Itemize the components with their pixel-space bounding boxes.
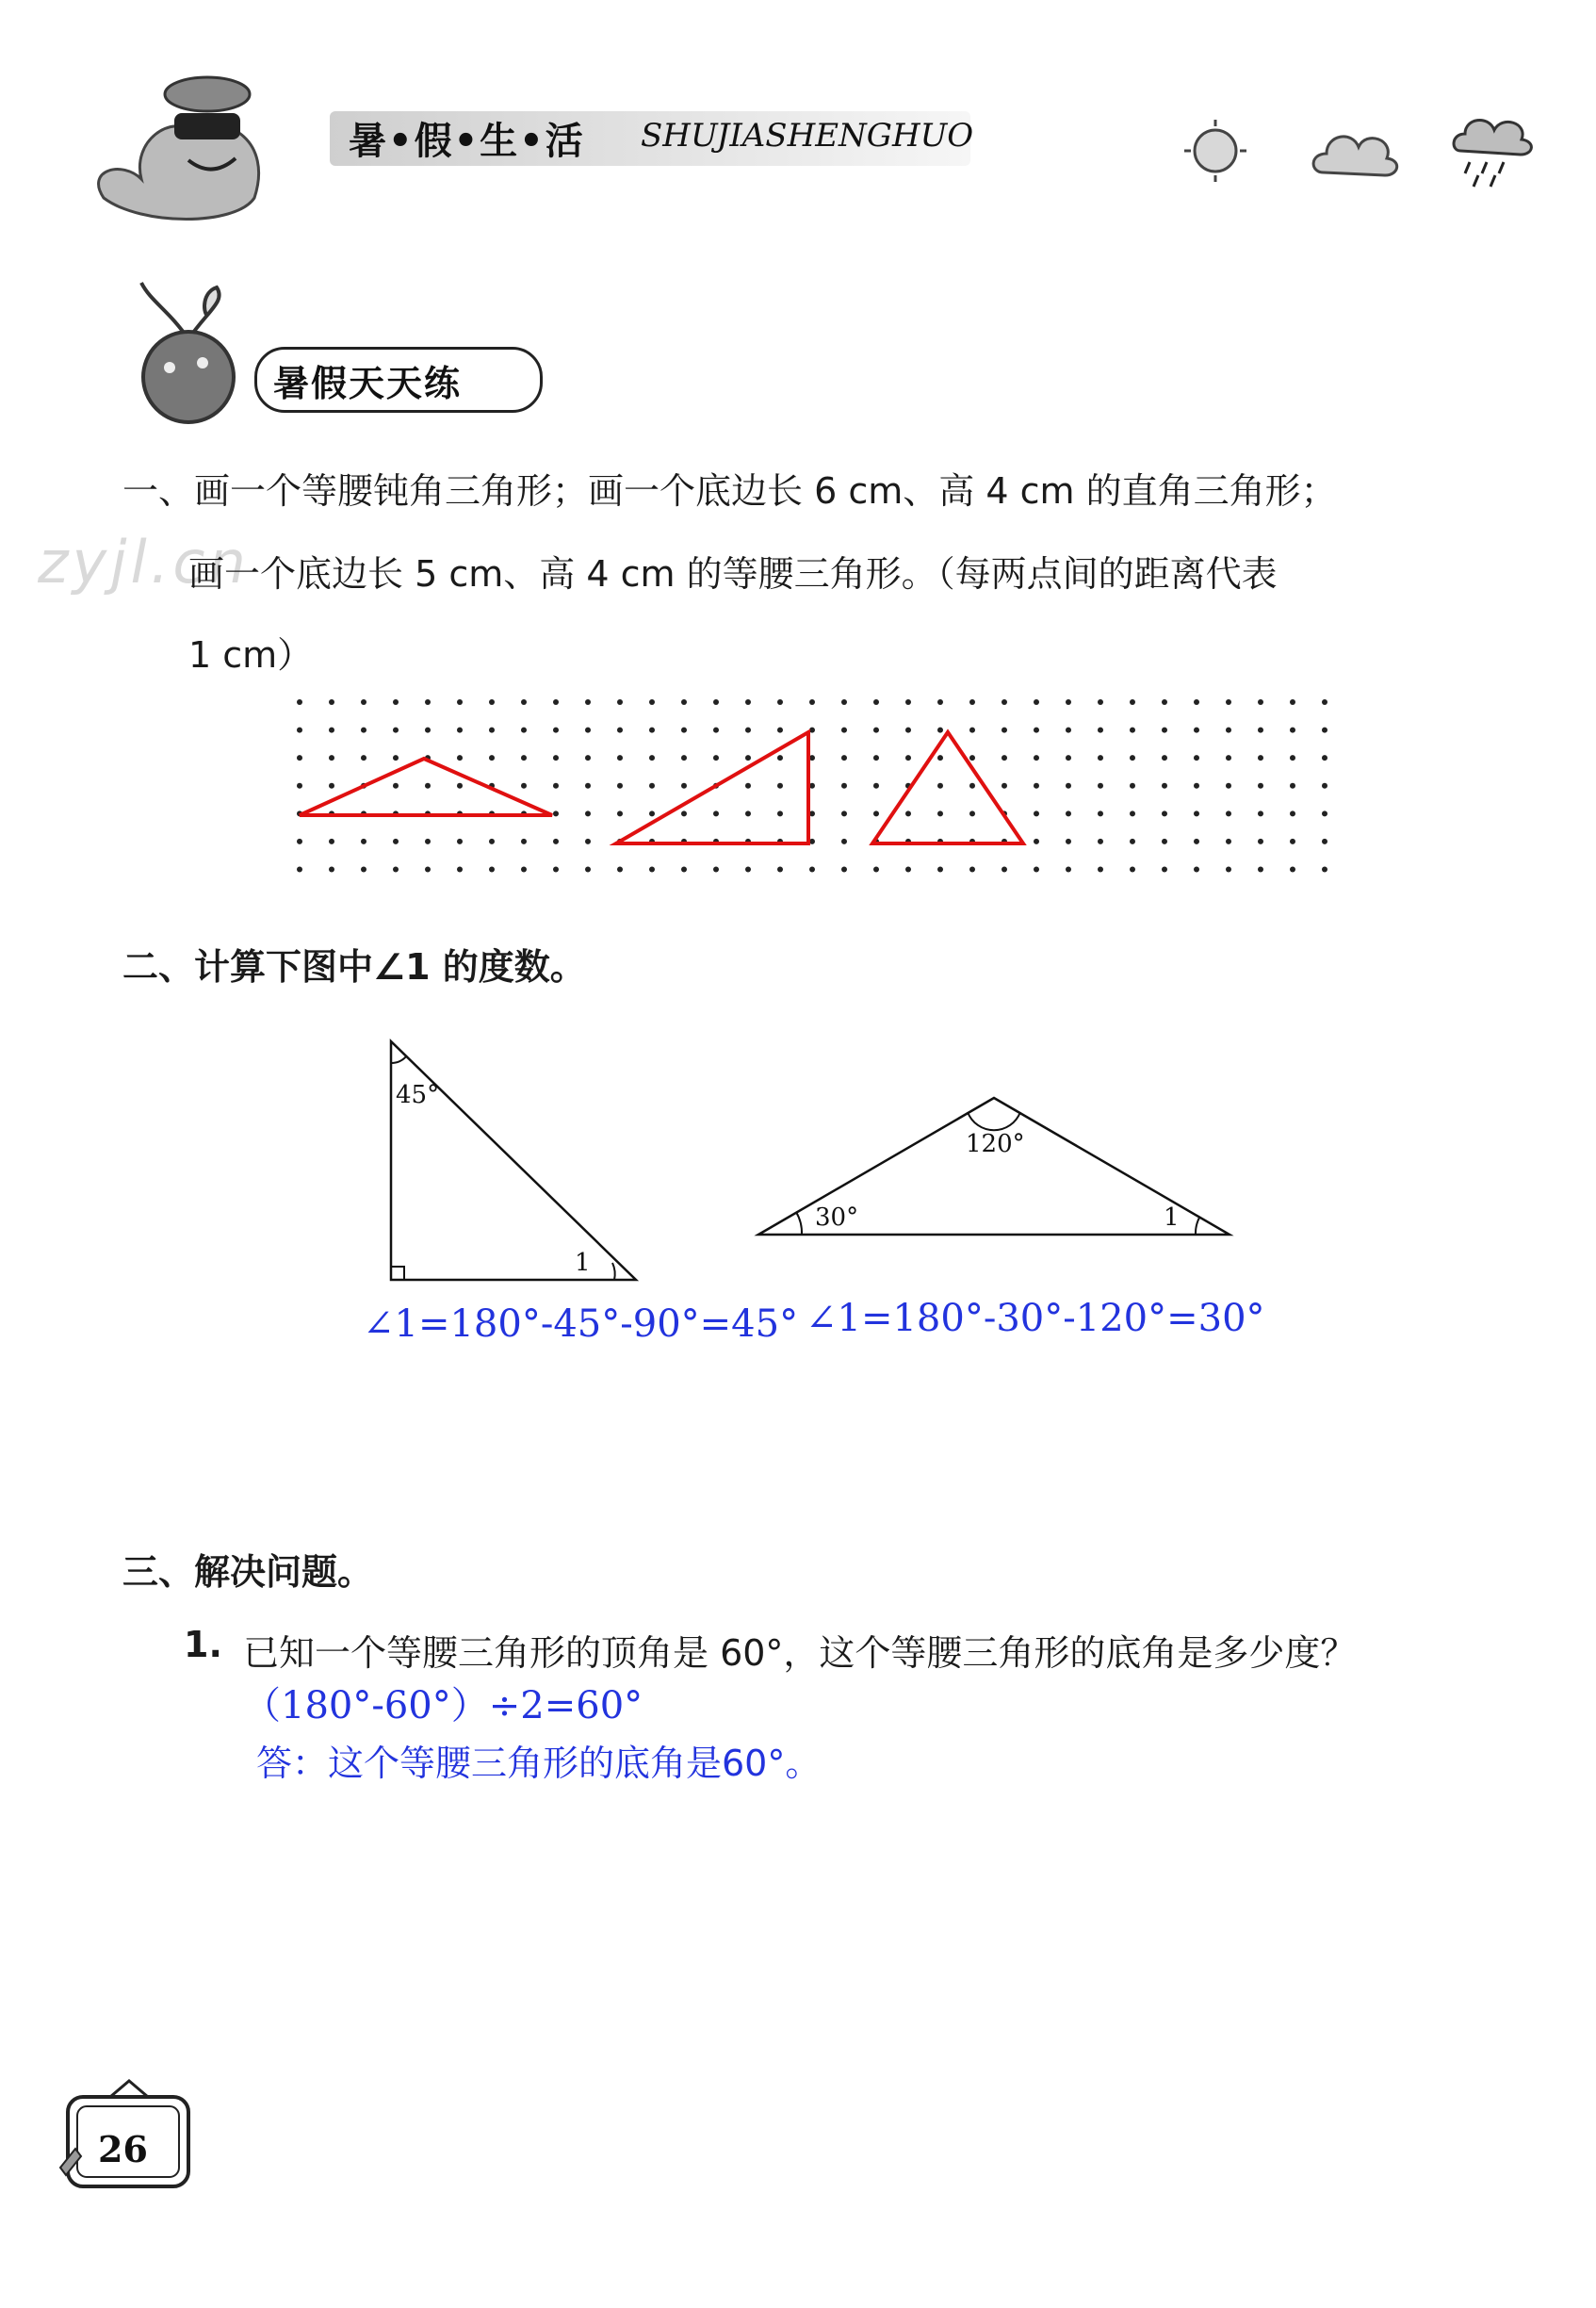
q2-answer-1: ∠1=180°-45°-90°=45° xyxy=(363,1302,799,1346)
grid-dot xyxy=(1322,866,1327,872)
grid-dot xyxy=(873,810,879,816)
tri2-angle-left-label: 30° xyxy=(815,1203,859,1232)
grid-dot xyxy=(457,866,463,872)
tri2-angle-1-label: 1 xyxy=(1164,1203,1180,1232)
q3-item-text: 已知一个等腰三角形的顶角是 60°，这个等腰三角形的底角是多少度？ xyxy=(243,1632,1357,1674)
grid-dot xyxy=(585,810,591,816)
grid-dot xyxy=(425,783,431,789)
grid-dot xyxy=(617,728,623,733)
grid-dot xyxy=(1002,728,1007,733)
grid-dot xyxy=(457,783,463,789)
grid-dot xyxy=(1290,699,1295,705)
q3-heading: 三、解决问题。 xyxy=(122,1551,374,1593)
grid-dot xyxy=(617,755,623,761)
grid-dot xyxy=(1194,699,1199,705)
grid-dot xyxy=(585,755,591,761)
grid-dot xyxy=(1226,728,1231,733)
grid-dot xyxy=(681,810,687,816)
grid-dot xyxy=(745,866,751,872)
grid-dot xyxy=(1130,810,1135,816)
grid-dot xyxy=(1002,699,1007,705)
grid-dot xyxy=(1194,839,1199,844)
grid-dot xyxy=(297,699,302,705)
grid-dot xyxy=(1226,839,1231,844)
grid-dot xyxy=(1034,810,1039,816)
grid-dot xyxy=(1034,866,1039,872)
q3-item-number: 1. xyxy=(184,1624,222,1665)
q1-line2: 画一个底边长 5 cm、高 4 cm 的等腰三角形。（每两点间的距离代表 xyxy=(188,553,1278,595)
grid-dot xyxy=(713,810,719,816)
grid-dot xyxy=(457,755,463,761)
grid-dot xyxy=(361,699,366,705)
grid-dot xyxy=(777,699,783,705)
grid-dot xyxy=(873,699,879,705)
grid-dot xyxy=(969,783,975,789)
sun-icon xyxy=(1182,118,1248,188)
grid-dot xyxy=(329,839,334,844)
grid-dot xyxy=(585,699,591,705)
tri1-angle-top-label: 45° xyxy=(396,1081,440,1109)
grid-dot xyxy=(777,783,783,789)
grid-dot xyxy=(937,699,943,705)
dot-grid xyxy=(283,693,1338,923)
grid-dot xyxy=(1290,755,1295,761)
grid-dot xyxy=(553,839,559,844)
header-subtitle: SHUJIASHENGHUO xyxy=(641,117,974,155)
grid-dot xyxy=(873,755,879,761)
grid-dot xyxy=(681,755,687,761)
grid-dot xyxy=(393,755,399,761)
grid-dot xyxy=(553,728,559,733)
grid-dot xyxy=(841,755,847,761)
grid-dot xyxy=(905,810,911,816)
grid-dot xyxy=(745,699,751,705)
grid-dot xyxy=(1290,810,1295,816)
grid-dot xyxy=(617,810,623,816)
grid-dot xyxy=(1290,783,1295,789)
grid-dot xyxy=(873,783,879,789)
page-number: 26 xyxy=(98,2128,148,2170)
grid-dot xyxy=(1002,866,1007,872)
grid-dot xyxy=(841,783,847,789)
grid-dot xyxy=(1258,810,1263,816)
grid-dot xyxy=(681,866,687,872)
grid-dot xyxy=(745,728,751,733)
right-triangle-figure xyxy=(377,1027,660,1304)
isosceles-triangle xyxy=(872,732,1023,843)
grid-dot xyxy=(713,728,719,733)
grid-dot xyxy=(425,728,431,733)
grid-dot xyxy=(521,699,527,705)
grid-dot xyxy=(1194,866,1199,872)
grid-dot xyxy=(1130,866,1135,872)
grid-dot xyxy=(1034,699,1039,705)
grid-dot xyxy=(1194,755,1199,761)
grid-dot xyxy=(1098,728,1103,733)
q1-line3: 1 cm） xyxy=(188,634,314,676)
grid-dot xyxy=(841,699,847,705)
obtuse-triangle-figure xyxy=(749,1084,1258,1248)
grid-dot xyxy=(489,699,495,705)
grid-dot xyxy=(1162,839,1167,844)
grid-dot xyxy=(617,783,623,789)
grid-dot xyxy=(841,839,847,844)
grid-dot xyxy=(1098,866,1103,872)
grid-dot xyxy=(489,755,495,761)
grid-dot xyxy=(1162,728,1167,733)
grid-dot xyxy=(1002,783,1007,789)
grid-dot xyxy=(905,699,911,705)
grid-dot xyxy=(1066,866,1071,872)
grid-dot xyxy=(553,699,559,705)
grid-dot xyxy=(553,810,559,816)
grid-dot xyxy=(1002,755,1007,761)
grid-dot xyxy=(521,839,527,844)
grid-dot xyxy=(1258,728,1263,733)
grid-dot xyxy=(425,866,431,872)
grid-dot xyxy=(745,810,751,816)
grid-dot xyxy=(1226,810,1231,816)
grid-dot xyxy=(361,728,366,733)
grid-dot xyxy=(1098,755,1103,761)
grid-dot xyxy=(1130,728,1135,733)
grid-dot xyxy=(969,699,975,705)
grid-dot xyxy=(489,839,495,844)
grid-dot xyxy=(1098,699,1103,705)
grid-dot xyxy=(553,783,559,789)
grid-dot xyxy=(1322,839,1327,844)
grid-dot xyxy=(937,810,943,816)
grid-dot xyxy=(489,866,495,872)
grid-dot xyxy=(1226,699,1231,705)
grid-dot xyxy=(361,755,366,761)
grid-dot xyxy=(393,783,399,789)
grid-dot xyxy=(905,755,911,761)
grid-dot xyxy=(1034,755,1039,761)
grid-dot xyxy=(969,728,975,733)
grid-dot xyxy=(425,699,431,705)
grid-dot xyxy=(713,755,719,761)
grid-dot xyxy=(969,866,975,872)
grid-dot xyxy=(681,783,687,789)
grid-dot xyxy=(1098,783,1103,789)
grid-dot xyxy=(521,755,527,761)
grid-dot xyxy=(809,866,815,872)
grid-dot xyxy=(969,810,975,816)
grid-dot xyxy=(1322,699,1327,705)
grid-dot xyxy=(681,728,687,733)
grid-dot xyxy=(297,866,302,872)
grid-dot xyxy=(617,866,623,872)
q2-heading: 二、计算下图中∠1 的度数。 xyxy=(122,946,586,988)
grid-dot xyxy=(585,783,591,789)
grid-dot xyxy=(1194,783,1199,789)
grid-dot xyxy=(1162,755,1167,761)
grid-dot xyxy=(1066,839,1071,844)
q2-answer-2: ∠1=180°-30°-120°=30° xyxy=(806,1297,1265,1340)
grid-dot xyxy=(1290,728,1295,733)
grid-dot xyxy=(841,728,847,733)
grid-dot xyxy=(937,728,943,733)
grid-dot xyxy=(745,755,751,761)
grid-dot xyxy=(297,839,302,844)
grid-dot xyxy=(1290,866,1295,872)
grid-dot xyxy=(1162,866,1167,872)
grid-dot xyxy=(617,699,623,705)
grid-dot xyxy=(297,783,302,789)
grid-dot xyxy=(681,699,687,705)
grid-dot xyxy=(937,783,943,789)
grid-dot xyxy=(1034,783,1039,789)
grid-dot xyxy=(873,728,879,733)
grid-dot xyxy=(1258,755,1263,761)
q3-answer: 答：这个等腰三角形的底角是60°。 xyxy=(256,1743,822,1784)
grid-dot xyxy=(873,866,879,872)
grid-dot xyxy=(937,755,943,761)
grid-dot xyxy=(457,728,463,733)
grid-dot xyxy=(1130,699,1135,705)
tri2-angle-top-label: 120° xyxy=(966,1130,1025,1158)
grid-dot xyxy=(1066,728,1071,733)
watermark: zyjl.cn xyxy=(38,528,250,597)
grid-dot xyxy=(553,755,559,761)
grid-dot xyxy=(713,866,719,872)
grid-dot xyxy=(1322,755,1327,761)
grid-dot xyxy=(329,728,334,733)
grid-dot xyxy=(585,839,591,844)
grid-dot xyxy=(1194,810,1199,816)
grid-dot xyxy=(1098,810,1103,816)
grid-dot xyxy=(649,699,655,705)
grid-dot xyxy=(1162,810,1167,816)
grid-dot xyxy=(937,866,943,872)
grid-dot xyxy=(649,728,655,733)
grid-dot xyxy=(1066,783,1071,789)
grid-dot xyxy=(969,755,975,761)
grid-dot xyxy=(329,755,334,761)
grid-dot xyxy=(1066,810,1071,816)
grid-dot xyxy=(1258,699,1263,705)
grid-dot xyxy=(425,839,431,844)
grid-dot xyxy=(1130,839,1135,844)
grid-dot xyxy=(649,810,655,816)
grid-dot xyxy=(1034,728,1039,733)
mascot-icon xyxy=(66,57,292,239)
grid-dot xyxy=(1066,755,1071,761)
tri1-angle-1-label: 1 xyxy=(575,1249,591,1277)
grid-dot xyxy=(905,866,911,872)
grid-dot xyxy=(777,728,783,733)
grid-dot xyxy=(1322,728,1327,733)
grid-dot xyxy=(1130,783,1135,789)
plant-mascot-icon xyxy=(113,273,273,428)
grid-dot xyxy=(457,839,463,844)
grid-dot xyxy=(393,839,399,844)
grid-dot xyxy=(361,866,366,872)
grid-dot xyxy=(361,839,366,844)
grid-dot xyxy=(1098,839,1103,844)
grid-dot xyxy=(649,755,655,761)
grid-dot xyxy=(1162,699,1167,705)
grid-dot xyxy=(1290,839,1295,844)
grid-dot xyxy=(1162,783,1167,789)
grid-dot xyxy=(393,866,399,872)
grid-dot xyxy=(1194,728,1199,733)
grid-dot xyxy=(777,866,783,872)
grid-dot xyxy=(393,699,399,705)
grid-dot xyxy=(1034,839,1039,844)
q3-calculation: （180°-60°）÷2=60° xyxy=(243,1684,643,1727)
grid-dot xyxy=(649,866,655,872)
grid-dot xyxy=(713,699,719,705)
grid-dot xyxy=(1258,783,1263,789)
rain-icon xyxy=(1451,113,1536,192)
grid-dot xyxy=(1226,783,1231,789)
grid-dot xyxy=(1066,699,1071,705)
grid-dot xyxy=(553,866,559,872)
grid-dot xyxy=(329,783,334,789)
grid-dot xyxy=(1258,839,1263,844)
grid-dot xyxy=(521,728,527,733)
grid-dot xyxy=(905,728,911,733)
grid-dot xyxy=(489,728,495,733)
grid-dot xyxy=(297,728,302,733)
grid-dot xyxy=(841,810,847,816)
grid-dot xyxy=(297,755,302,761)
grid-dot xyxy=(649,783,655,789)
grid-dot xyxy=(1258,866,1263,872)
grid-dot xyxy=(585,728,591,733)
grid-dot xyxy=(1226,755,1231,761)
cloud-icon xyxy=(1310,121,1404,190)
q1-line1: 一、画一个等腰钝角三角形；画一个底边长 6 cm、高 4 cm 的直角三角形； xyxy=(122,470,1337,512)
grid-dot xyxy=(1322,783,1327,789)
grid-dot xyxy=(1226,866,1231,872)
grid-dot xyxy=(329,699,334,705)
grid-dot xyxy=(457,699,463,705)
grid-dot xyxy=(809,699,815,705)
header-title: 暑•假•生•活 xyxy=(349,120,585,163)
grid-dot xyxy=(329,866,334,872)
grid-dot xyxy=(745,783,751,789)
grid-dot xyxy=(393,728,399,733)
grid-dot xyxy=(1322,810,1327,816)
grid-dot xyxy=(521,866,527,872)
grid-dot xyxy=(777,755,783,761)
grid-dot xyxy=(777,810,783,816)
grid-dot xyxy=(1130,755,1135,761)
grid-dot xyxy=(521,783,527,789)
grid-dot xyxy=(585,866,591,872)
grid-dot xyxy=(841,866,847,872)
section-badge-label: 暑假天天练 xyxy=(273,363,463,404)
